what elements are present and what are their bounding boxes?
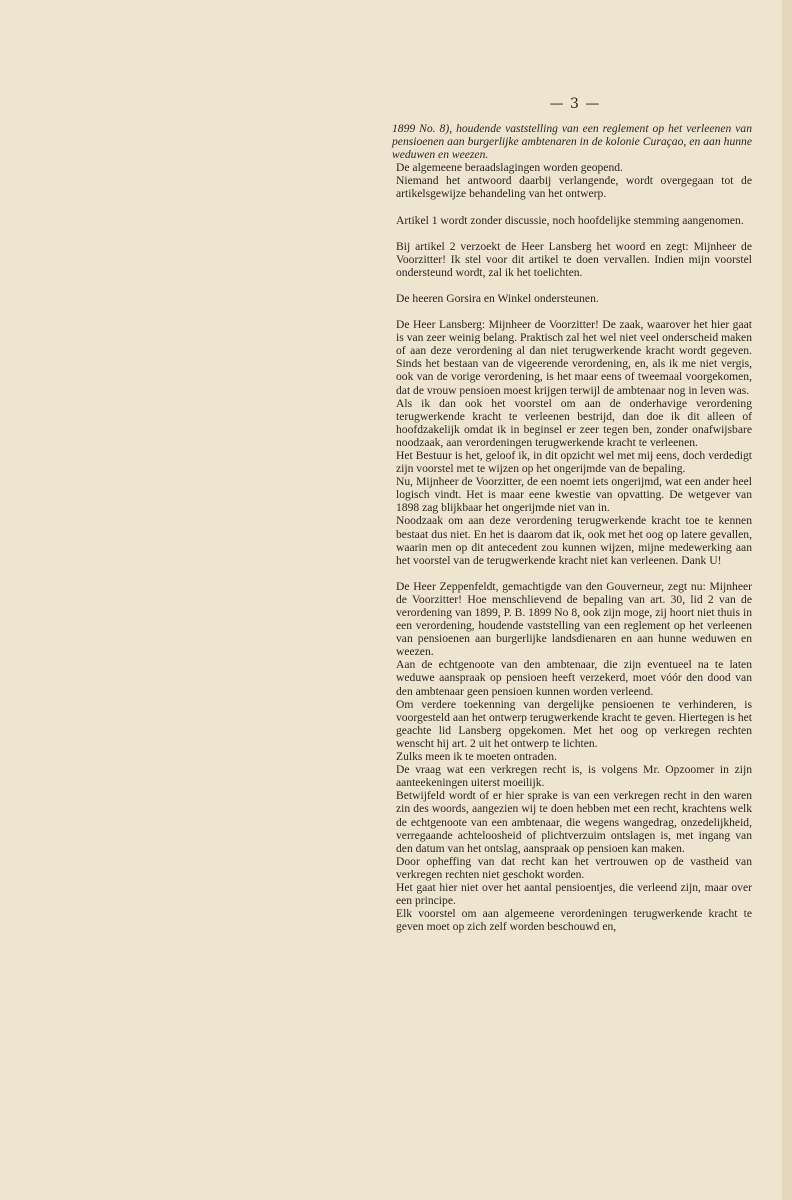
paragraph: Om verdere toekenning van dergelijke pensioenen te verhinderen, is voorgesteld aan het ontwerp terugwerkende kracht te geven. Hiertegen is het geachte lid Lansberg opgekomen. Met het oog op verkregen rechten wenscht hij art. 2 uit het ontwerp te lichten. (396, 697, 752, 750)
paragraph: Betwijfeld wordt of er hier sprake is van een verkregen recht in den waren zin des woords, aangezien wij te doen hebben met een recht, krachtens welk de echtgenoote van een ambtenaar, die wegens wangedrag, onzedelijkheid, verregaande achteloosheid of plichtverzuim ontslagen is, met ingang van den datum van het ontslag, aanspraak op pensioen kan maken. (396, 789, 752, 855)
page-number: — 3 — (549, 96, 601, 112)
paragraph: Aan de echtgenoote van den ambtenaar, die zijn eventueel na te laten weduwe aanspraak op pensioen heeft verzekerd, moet vóór den dood van den ambtenaar geen pensioen kunnen worden verleend. (396, 658, 752, 698)
paragraph: Het Bestuur is het, geloof ik, in dit opzicht wel met mij eens, doch verdedigt zijn voorstel met te wijzen op het ongerijmde van de bepaling. (396, 448, 752, 476)
paragraph: Door opheffing van dat recht kan het vertrouwen op de vastheid van verkregen rechten niet geschokt worden. (396, 854, 752, 881)
paragraph: De Heer Zeppenfeldt, gemachtigde van den Gouverneur, zegt nu: Mijnheer de Voorzitter! Hoe menschlievend de bepaling van art. 30, lid 2 van de verordening van 1899, P. B. 1899 No 8, ook zijn moge, zij hoort niet thuis in een verordening, houdende vaststelling van een reglement op het verleenen van pensioenen aan burgerlijke landsdienaren en aan hunne weduwen en weezen. (396, 579, 752, 659)
paragraph: De heeren Gorsira en Winkel ondersteunen. (396, 291, 599, 305)
paragraph: De algemeene beraadslagingen worden geopend. (396, 161, 623, 175)
page-edge (782, 0, 792, 1200)
paragraph: Noodzaak om aan deze verordening terugwerkende kracht toe te kennen bestaat dus niet. En het is daarom dat ik, ook met het oog op latere gevallen, waarin men op dit antecedent zou kunnen wijzen, mijne medewerking aan het voorstel van de terugwerkende kracht niet kan verleenen. Dank U! (396, 514, 752, 567)
paragraph: Als ik dan ook het voorstel om aan de onderhavige verordening terugwerkende kracht te verleenen bestrijd, dan doe ik dit alleen of hoofdzakelijk omdat ik in beginsel er zeer tegen ben, zonder onafwijsbare noodzaak, aan verordeningen terugwerkende kracht te verleenen. (396, 396, 752, 449)
paragraph: Bij artikel 2 verzoekt de Heer Lansberg het woord en zegt: Mijnheer de Voorzitter! Ik stel voor dit artikel te doen vervallen. Indien mijn voorstel ondersteund wordt, zal ik het toelichten. (396, 239, 752, 279)
paragraph: Elk voorstel om aan algemeene verordeningen terugwerkende kracht te geven moet op zich zelf worden beschouwd en, (396, 907, 752, 934)
paragraph: De Heer Lansberg: Mijnheer de Voorzitter! De zaak, waarover het hier gaat is van zeer weinig belang. Praktisch zal het wel niet veel onderscheid maken of aan deze verordening al dan niet terugwerkende kracht wordt gegeven. Sinds het bestaan van de vigeerende verordening, en, als ik me niet vergis, ook van de vorige verordening, is het maar eens of tweemaal voorgekomen, dat de vrouw pensioen moest krijgen terwijl de ambtenaar nog in leven was. (396, 318, 752, 397)
paragraph: De vraag wat een verkregen recht is, is volgens Mr. Opzoomer in zijn aanteekeningen uiterst moeilijk. (396, 763, 752, 790)
paragraph: Nu, Mijnheer de Voorzitter, de een noemt iets ongerijmd, wat een ander heel logisch vindt. Het is maar eene kwestie van opvatting. De wetgever van 1898 zag blijkbaar het ongerijmde niet van in. (396, 475, 752, 515)
paragraph: Niemand het antwoord daarbij verlangende, wordt overgegaan tot de artikelsgewijze behandeling van het ontwerp. (396, 174, 752, 201)
text-column (392, 122, 752, 934)
paragraph: Het gaat hier niet over het aantal pensioentjes, die verleend zijn, maar over een principe. (396, 880, 752, 908)
paragraph: Artikel 1 wordt zonder discussie, noch hoofdelijke stemming aangenomen. (396, 213, 744, 227)
paragraph-intro: 1899 No. 8), houdende vaststelling van een reglement op het verleenen van pensioenen aan burgerlijke ambtenaren in de kolonie Curaçao, en aan hunne weduwen en weezen. (392, 122, 752, 162)
paragraph: Zulks meen ik te moeten ontraden. (396, 750, 557, 764)
